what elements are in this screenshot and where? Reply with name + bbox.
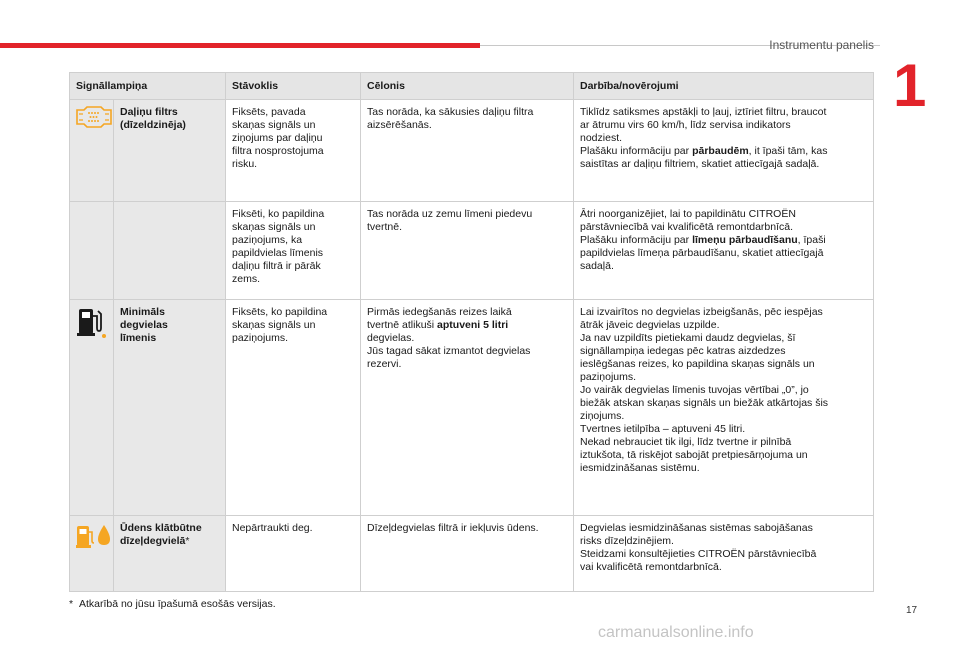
cause-cell: Pirmās iedegšanās reizes laikā tvertnē atlikuši aptuveni 5 litri degvielas. Jūs tagad sākat izmantot degvielas rezervi.: [361, 300, 574, 516]
state-cell: Fiksēti, ko papildina skaņas signāls un paziņojums, ka papildvielas līmenis daļiņu filtrā ir pārāk zems.: [226, 202, 361, 300]
chapter-number: 1: [893, 52, 927, 119]
fuel-pump-icon: [77, 329, 107, 341]
lamp-icon-cell: [70, 300, 114, 516]
table-header-row: [70, 73, 874, 100]
action-cell: Degvielas iesmidzināšanas sistēmas sabojāšanas risks dīzeļdzinējiem. Steidzami konsultējieties CITROËN pārstāvniecībā vai kvalificētā remontdarbnīcā.: [574, 516, 874, 592]
warning-lamps-table: [69, 72, 874, 592]
state-cell: Fiksēts, ko papildina skaņas signāls un paziņojums.: [226, 300, 361, 516]
footnote: [69, 598, 276, 610]
lamp-icon-cell-empty: [70, 202, 114, 300]
cause-cell: Dīzeļdegvielas filtrā ir iekļuvis ūdens.: [361, 516, 574, 592]
footnote-text: Atkarībā no jūsu īpašumā esošās versijas.: [78, 598, 276, 610]
footnote-star: *: [69, 598, 74, 610]
action-cell: Lai izvairītos no degvielas izbeigšanās, pēc iespējas ātrāk jāveic degvielas uzpilde. Ja nav uzpildīts pietiekami daudz degvielas, šī signāllampiņa iedegas pēc katras aizdedzes ieslēgšanas reizes, ko papildina skaņas signāls un paziņojums. Jo vairāk degvielas līmenis tuvojas vērtībai „0”, jo biežāk atskan skaņas signāls un biežāk atkārtojas šis ziņojums. Tvertnes ietilpība – aptuveni 45 litri. Nekad nebrauciet tik ilgi, līdz tvertne ir pilnībā iztukšota, tā riskējot sabojāt pretpiesārņojuma un iesmidzināšanas sistēmu.: [574, 300, 874, 516]
col-header-state: Stāvoklis: [226, 73, 361, 100]
header-red-bar: [0, 43, 480, 48]
section-title: Instrumentu panelis: [769, 38, 874, 52]
state-cell: Nepārtraukti deg.: [226, 516, 361, 592]
cause-cell: Tas norāda, ka sākusies daļiņu filtra aizsērēšanās.: [361, 100, 574, 202]
table-row: [70, 516, 874, 592]
page-number: 17: [906, 605, 918, 616]
col-header-lamp: Signāllampiņa: [70, 73, 226, 100]
lamp-name-min-fuel: Minimāls degvielas līmenis: [114, 300, 226, 516]
table-row: [70, 100, 874, 202]
col-header-cause: Cēlonis: [361, 73, 574, 100]
lamp-icon-cell: [70, 100, 114, 202]
water-in-diesel-icon: [76, 541, 112, 553]
col-header-action: Darbība/novērojumi: [574, 73, 874, 100]
lamp-name-particle-filter: Daļiņu filtrs (dīzeldzinēja): [114, 100, 226, 202]
state-cell: Fiksēts, pavada skaņas signāls un ziņojums par daļiņu filtra nosprostojuma risku.: [226, 100, 361, 202]
lamp-name-water-in-diesel: Ūdens klātbūtne dīzeļdegvielā*: [114, 516, 226, 592]
table-row: [70, 202, 874, 300]
action-cell: Ātri noorganizējiet, lai to papildinātu CITROËN pārstāvniecībā vai kvalificētā remontdarbnīcā. Plašāku informāciju par līmeņu pārbaudīšanu, īpaši papildvielas līmeņa pārbaudīšanu, skatiet attiecīgajā sadaļā.: [574, 202, 874, 300]
watermark: carmanualsonline.info: [598, 624, 754, 641]
particle-filter-icon: [76, 119, 112, 131]
cause-cell: Tas norāda uz zemu līmeni piedevu tvertnē.: [361, 202, 574, 300]
lamp-icon-cell: [70, 516, 114, 592]
lamp-name-cell-empty: [114, 202, 226, 300]
action-cell: Tiklīdz satiksmes apstākļi to ļauj, iztīriet filtru, braucot ar ātrumu virs 60 km/h, līdz servisa indikators nodziest. Plašāku informāciju par pārbaudēm, it īpaši tām, kas saistītas ar daļiņu filtriem, skatiet attiecīgajā sadaļā.: [574, 100, 874, 202]
table-row: [70, 300, 874, 516]
